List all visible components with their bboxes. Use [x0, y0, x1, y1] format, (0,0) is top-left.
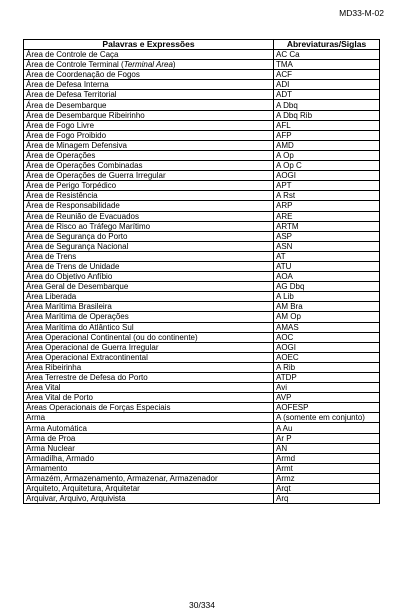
abbreviation-cell: AC Ca: [274, 50, 380, 60]
term-cell: Área de Operações: [24, 150, 274, 160]
term-cell: Arma Nuclear: [24, 443, 274, 453]
term-cell: Área de Perigo Torpédico: [24, 181, 274, 191]
table-row: [24, 161, 380, 171]
table-row: [24, 191, 380, 201]
abbreviation-cell: AOEC: [274, 352, 380, 362]
abbreviation-cell: ASP: [274, 231, 380, 241]
table-row: [24, 120, 380, 130]
term-cell: Área de Defesa Interna: [24, 80, 274, 90]
table-row: [24, 473, 380, 483]
abbreviation-cell: AOGI: [274, 171, 380, 181]
abbreviation-cell: Arqt: [274, 484, 380, 494]
table-row: [24, 241, 380, 251]
abbreviation-cell: A Op C: [274, 161, 380, 171]
term-cell: Área de Minagem Defensiva: [24, 140, 274, 150]
abbreviation-cell: Avi: [274, 383, 380, 393]
abbreviation-cell: ADT: [274, 90, 380, 100]
table-row: [24, 383, 380, 393]
term-cell: Área de Risco ao Tráfego Marítimo: [24, 221, 274, 231]
abbreviation-cell: TMA: [274, 60, 380, 70]
term-cell: Área de Operações de Guerra Irregular: [24, 171, 274, 181]
abbreviation-cell: AT: [274, 251, 380, 261]
table-row: [24, 251, 380, 261]
table-row: [24, 484, 380, 494]
term-cell: Área Marítima do Atlântico Sul: [24, 322, 274, 332]
table-row: [24, 282, 380, 292]
table-row: [24, 140, 380, 150]
table-row: [24, 494, 380, 504]
table-row: [24, 181, 380, 191]
table-row: [24, 201, 380, 211]
abbreviation-cell: A Rib: [274, 362, 380, 372]
table-row: [24, 443, 380, 453]
term-cell: Área Operacional Extracontinental: [24, 352, 274, 362]
term-cell: Área Terrestre de Defesa do Porto: [24, 373, 274, 383]
abbreviation-cell: A Rst: [274, 191, 380, 201]
abbreviation-cell: A (somente em conjunto): [274, 413, 380, 423]
table-row: [24, 413, 380, 423]
term-cell: Áreas Operacionais de Forças Especiais: [24, 403, 274, 413]
abbreviation-cell: AOGI: [274, 342, 380, 352]
table-body: [24, 50, 380, 504]
abbreviation-cell: A Au: [274, 423, 380, 433]
term-cell: Área de Fogo Proibido: [24, 130, 274, 140]
term-cell: Área Operacional Continental (ou do continente): [24, 332, 274, 342]
table-row: [24, 60, 380, 70]
table-row: [24, 110, 380, 120]
abbreviation-cell: ACF: [274, 70, 380, 80]
term-cell: Área de Reunião de Evacuados: [24, 211, 274, 221]
abbreviation-cell: ATDP: [274, 373, 380, 383]
abbreviation-cell: A Lib: [274, 292, 380, 302]
table-row: [24, 292, 380, 302]
abbreviation-cell: AG Dbq: [274, 282, 380, 292]
abbreviation-cell: AMAS: [274, 322, 380, 332]
term-cell: Área Vital de Porto: [24, 393, 274, 403]
table-row: [24, 272, 380, 282]
table-row: [24, 403, 380, 413]
term-cell: Área de Fogo Livre: [24, 120, 274, 130]
term-cell: Área de Desembarque: [24, 100, 274, 110]
abbreviation-cell: Armt: [274, 463, 380, 473]
term-cell: Área de Segurança Nacional: [24, 241, 274, 251]
term-cell: Área de Responsabilidade: [24, 201, 274, 211]
abbreviations-table: [23, 39, 380, 504]
term-cell: Área Operacional de Guerra Irregular: [24, 342, 274, 352]
abbreviation-cell: ATU: [274, 261, 380, 271]
abbreviation-cell: AOFESP: [274, 403, 380, 413]
abbreviation-cell: AOA: [274, 272, 380, 282]
term-cell: Arma: [24, 413, 274, 423]
table-row: [24, 80, 380, 90]
abbreviation-cell: ADI: [274, 80, 380, 90]
table-row: [24, 100, 380, 110]
table-row: [24, 261, 380, 271]
page-number: 30/334: [189, 600, 215, 610]
abbreviation-cell: APT: [274, 181, 380, 191]
abbreviation-cell: A Dbq: [274, 100, 380, 110]
abbreviation-cell: Arq: [274, 494, 380, 504]
term-cell: Arma Automática: [24, 423, 274, 433]
abbreviation-cell: AFL: [274, 120, 380, 130]
table-row: [24, 150, 380, 160]
table-row: [24, 221, 380, 231]
table-row: [24, 322, 380, 332]
table-row: [24, 50, 380, 60]
table-row: [24, 362, 380, 372]
term-cell: Área de Segurança do Porto: [24, 231, 274, 241]
table-row: [24, 453, 380, 463]
table-row: [24, 423, 380, 433]
term-cell: Armamento: [24, 463, 274, 473]
abbreviation-cell: ARE: [274, 211, 380, 221]
table-row: [24, 231, 380, 241]
term-cell: Área Geral de Desembarque: [24, 282, 274, 292]
table-row: [24, 373, 380, 383]
table-row: [24, 433, 380, 443]
abbreviation-cell: AFP: [274, 130, 380, 140]
abbreviation-cell: AM Bra: [274, 302, 380, 312]
abbreviation-cell: Ar P: [274, 433, 380, 443]
table-header-row: [24, 40, 380, 50]
term-cell: Área de Operações Combinadas: [24, 161, 274, 171]
table-row: [24, 312, 380, 322]
abbreviation-cell: ARP: [274, 201, 380, 211]
table-row: [24, 90, 380, 100]
term-cell: Armadilha, Armado: [24, 453, 274, 463]
table-row: [24, 393, 380, 403]
abbreviation-cell: A Dbq Rib: [274, 110, 380, 120]
table-row: [24, 332, 380, 342]
table-row: [24, 211, 380, 221]
abbreviation-cell: AOC: [274, 332, 380, 342]
abbreviation-cell: AVP: [274, 393, 380, 403]
document-code: MD33-M-02: [339, 8, 384, 18]
table-row: [24, 171, 380, 181]
term-cell: Área de Trens: [24, 251, 274, 261]
column-header-abbreviations: Abreviaturas/Siglas: [274, 40, 380, 50]
term-cell: Área de Controle de Caça: [24, 50, 274, 60]
term-cell: Área Ribeirinha: [24, 362, 274, 372]
abbreviation-cell: AN: [274, 443, 380, 453]
abbreviation-cell: AMD: [274, 140, 380, 150]
abbreviation-cell: A Op: [274, 150, 380, 160]
table-row: [24, 463, 380, 473]
term-cell: Área de Resistência: [24, 191, 274, 201]
term-cell: Área de Coordenação de Fogos: [24, 70, 274, 80]
abbreviation-cell: Armd: [274, 453, 380, 463]
term-cell: Área de Defesa Territorial: [24, 90, 274, 100]
abbreviation-cell: ARTM: [274, 221, 380, 231]
term-cell: Área Liberada: [24, 292, 274, 302]
term-cell: Arma de Proa: [24, 433, 274, 443]
term-cell: Arquivar, Arquivo, Arquivista: [24, 494, 274, 504]
term-cell: Área Vital: [24, 383, 274, 393]
table-row: [24, 342, 380, 352]
table-row: [24, 130, 380, 140]
table-row: [24, 70, 380, 80]
table-row: [24, 352, 380, 362]
table-row: [24, 302, 380, 312]
term-cell: Área Marítima Brasileira: [24, 302, 274, 312]
term-cell: Área de Desembarque Ribeirinho: [24, 110, 274, 120]
english-term: Terminal Area: [123, 60, 173, 70]
column-header-terms: Palavras e Expressões: [24, 40, 274, 50]
term-cell: Área do Objetivo Anfíbio: [24, 272, 274, 282]
term-cell: Armazém, Armazenamento, Armazenar, Armazenador: [24, 473, 274, 483]
abbreviation-cell: ASN: [274, 241, 380, 251]
abbreviation-cell: AM Op: [274, 312, 380, 322]
term-cell: Arquiteto, Arquitetura, Arquitetar: [24, 484, 274, 494]
term-cell: Área Marítima de Operações: [24, 312, 274, 322]
abbreviation-cell: Armz: [274, 473, 380, 483]
term-cell: Área de Controle Terminal (Terminal Area): [24, 60, 274, 70]
term-cell: Área de Trens de Unidade: [24, 261, 274, 271]
